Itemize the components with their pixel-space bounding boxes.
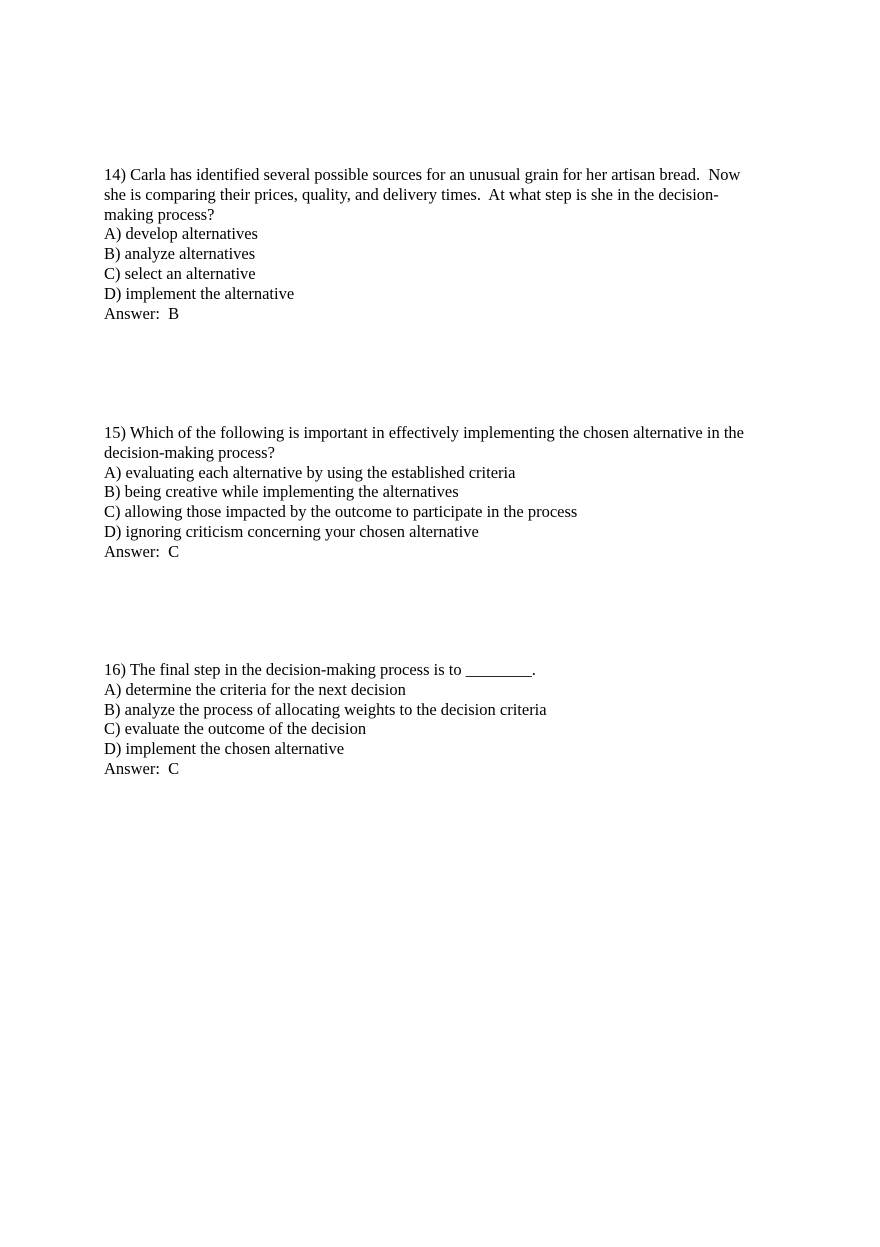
- answer-key: Answer: C: [104, 541, 180, 561]
- answer-option: B) being creative while implementing the alternatives: [104, 482, 459, 502]
- answer-option: C) select an alternative: [104, 263, 256, 283]
- answer-option: D) ignoring criticism concerning your chosen alternative: [104, 521, 479, 541]
- answer-option: D) implement the alternative: [104, 283, 295, 303]
- answer-option: C) allowing those impacted by the outcome to participate in the process: [104, 502, 578, 522]
- question-stem-line: 15) Which of the following is important in effectively implementing the chosen alternative in the: [104, 423, 744, 442]
- question-stem-line: making process?: [104, 204, 215, 224]
- answer-key: Answer: B: [104, 303, 180, 323]
- question-stem-line: decision-making process?: [104, 442, 275, 462]
- answer-option: D) implement the chosen alternative: [104, 739, 345, 759]
- question-16: [104, 660, 784, 779]
- answer-option: A) determine the criteria for the next decision: [104, 679, 406, 699]
- answer-option: A) evaluating each alternative by using the established criteria: [104, 462, 516, 482]
- answer-key: Answer: C: [104, 758, 180, 778]
- question-14: [104, 165, 784, 323]
- answer-option: C) evaluate the outcome of the decision: [104, 719, 367, 739]
- question-stem-line: 14) Carla has identified several possible sources for an unusual grain for her artisan bread. Now: [104, 165, 741, 184]
- answer-option: B) analyze alternatives: [104, 244, 256, 264]
- answer-option: A) develop alternatives: [104, 224, 258, 244]
- question-stem-line: 16) The final step in the decision-making process is to ________.: [104, 660, 536, 679]
- question-15: [104, 423, 784, 562]
- answer-option: B) analyze the process of allocating weights to the decision criteria: [104, 699, 547, 719]
- question-stem-line: she is comparing their prices, quality, and delivery times. At what step is she in the decision-: [104, 184, 719, 204]
